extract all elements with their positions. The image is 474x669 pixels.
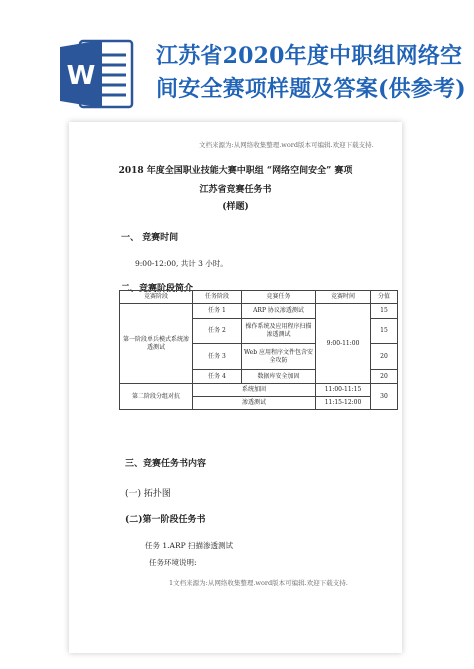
header-cell: 竞赛任务	[242, 291, 316, 304]
task-cell: 任务 1	[193, 304, 242, 319]
svg-text:W: W	[66, 61, 96, 91]
source-note-top: 文档来源为:从网络收集整理.word版本可编辑.欢迎下载支持.	[199, 141, 374, 149]
env-line: 任务环境说明:	[149, 558, 197, 567]
score-cell: 20	[371, 370, 398, 384]
table-header-row	[120, 291, 398, 304]
page-title: 江苏省2020年度中职组网络空间安全赛项样题及答案(供参考)	[156, 43, 466, 102]
header-cell: 竞赛阶段	[120, 291, 193, 304]
time-cell: 11:15-12:00	[316, 397, 371, 410]
time-cell: 11:00-11:15	[316, 384, 371, 397]
header-cell: 任务阶段	[193, 291, 242, 304]
doc-title-line2: 江苏省竞赛任务书	[199, 185, 272, 195]
score-cell: 15	[371, 319, 398, 344]
section-heading-stages: 二、竞赛阶段简介	[121, 284, 194, 294]
score-cell: 20	[371, 344, 398, 370]
document-page	[69, 122, 402, 653]
content-cell: Web 应用程序文件包含安全攻防	[242, 344, 316, 370]
score-cell: 30	[371, 384, 398, 410]
content-cell: 操作系统及应用程序扫描渗透测试	[242, 319, 316, 344]
task-cell: 任务 2	[193, 319, 242, 344]
subsection-topology: (一) 拓扑图	[125, 489, 171, 499]
stage-cell: 第一阶段单兵模式系统渗透测试	[120, 304, 193, 384]
table-row	[120, 304, 398, 319]
task1-line: 任务 1.ARP 扫描渗透测试	[145, 541, 234, 550]
task-cell: 任务 3	[193, 344, 242, 370]
doc-title-line3: (样题)	[222, 202, 249, 212]
schedule-table	[119, 290, 398, 410]
content-cell: 系统加固	[193, 384, 316, 397]
subsection-stage1: (二)第一阶段任务书	[125, 515, 206, 525]
doc-title-line1: 2018 年度全国职业技能大赛中职组 “网络空间安全” 赛项	[118, 166, 353, 176]
content-cell: ARP 协议渗透测试	[242, 304, 316, 319]
score-cell: 15	[371, 304, 398, 319]
time-text: 9:00-12:00, 共计 3 小时。	[135, 259, 228, 268]
time-cell: 9:00-11:00	[316, 304, 371, 384]
section-heading-content: 三、竞赛任务书内容	[125, 459, 207, 469]
content-cell: 渗透测试	[193, 397, 316, 410]
header-cell: 分值	[371, 291, 398, 304]
word-icon	[58, 37, 134, 111]
task-cell: 任务 4	[193, 370, 242, 384]
source-note-bottom: 1文档来源为:从网络收集整理.word版本可编辑.欢迎下载支持.	[169, 579, 348, 587]
table-row	[120, 384, 398, 397]
section-heading-time: 一、 竞赛时间	[121, 233, 179, 243]
stage-cell: 第二阶段分组对抗	[120, 384, 193, 410]
header-cell: 竞赛时间	[316, 291, 371, 304]
content-cell: 数据库安全加固	[242, 370, 316, 384]
